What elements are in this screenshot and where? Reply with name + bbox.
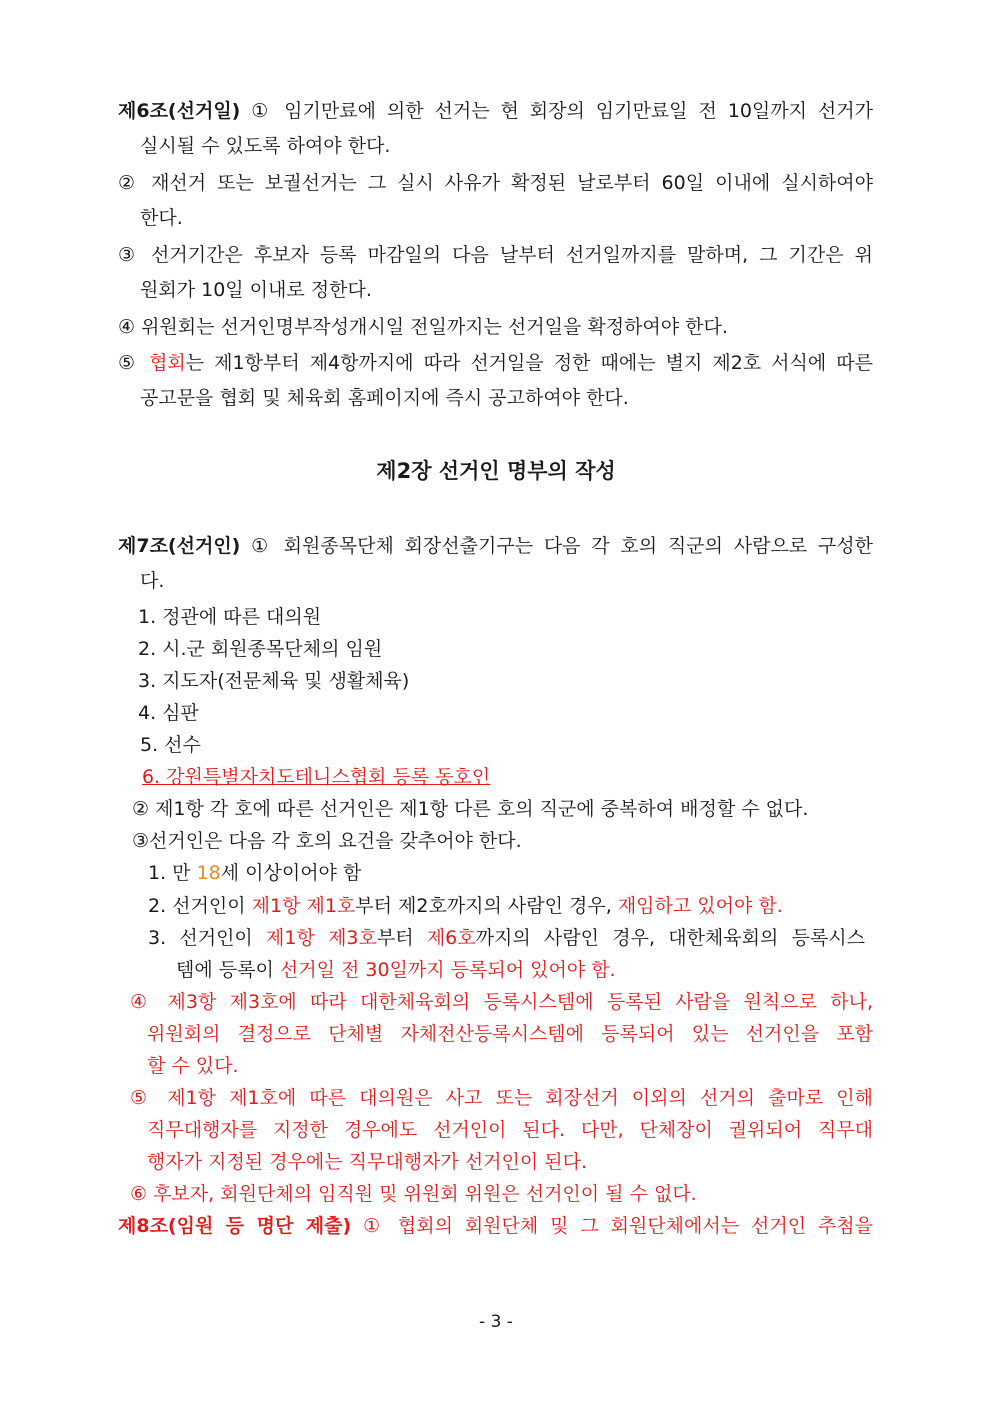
list-item: 5. 선수 <box>140 734 201 756</box>
article6-p3-l2: 원회가 10일 이내로 정한다. <box>140 279 372 301</box>
req3-mid: 부터 <box>376 927 427 949</box>
article7-p2: ② 제1항 각 호에 따른 선거인은 제1항 다른 호의 직군에 중복하여 배정할 수 없다. <box>132 798 809 820</box>
article6-p2-l2: 한다. <box>140 207 183 229</box>
req2-text: 2. 선거인이 <box>148 895 252 917</box>
article8-heading: 제8조(임원 등 명단 제출) <box>118 1215 352 1237</box>
list-item-added: 6. 강원특별자치도테니스협회 등록 동호인 <box>142 766 491 788</box>
article7-heading: 제7조(선거인) <box>118 535 241 557</box>
requirement-3-line2 <box>176 958 616 982</box>
article8-p1-l1: ① 협회의 회원단체 및 그 회원단체에서는 선거인 추첨을 <box>363 1215 874 1237</box>
article6-p1-l2: 실시될 수 있도록 하여야 한다. <box>140 135 391 157</box>
article6-p5-num: ⑤ <box>118 352 150 374</box>
article7-p4-l3: 할 수 있다. <box>147 1055 239 1077</box>
article6-p5-highlight: 협회 <box>149 352 186 374</box>
requirement-1 <box>148 861 361 885</box>
article7-p6: ⑥ 후보자, 회원단체의 임직원 및 위원회 위원은 선거인이 될 수 없다. <box>130 1183 697 1205</box>
req1-rest: 세 이상이어야 함 <box>220 862 362 884</box>
article6-p4-l1: ④ 위원회는 선거인명부작성개시일 전일까지는 선거일을 확정하여야 한다. <box>118 316 728 338</box>
article6-p1-l1: ① 임기만료에 의한 선거는 현 회장의 임기만료일 전 10일까지 선거가 <box>251 100 873 122</box>
list-item: 1. 정관에 따른 대의원 <box>138 606 322 628</box>
req3-l2-condition: 선거일 전 30일까지 등록되어 있어야 함. <box>279 959 616 981</box>
req3-rest: 까지의 사람인 경우, 대한체육회의 등록시스 <box>475 927 866 949</box>
req3-text: 3. 선거인이 <box>148 927 267 949</box>
req2-mid: 부터 제2호까지의 사람인 경우, <box>355 895 618 917</box>
article6-heading: 제6조(선거일) <box>118 100 241 122</box>
article7-p1-l1: ① 회원종목단체 회장선출기구는 다음 각 호의 직군의 사람으로 구성한 <box>251 535 873 557</box>
list-item: 2. 시.군 회원종목단체의 임원 <box>138 638 383 660</box>
article6-p5-rest: 는 제1항부터 제4항까지에 따라 선거일을 정한 때에는 별지 제2호 서식에 따른 <box>185 352 873 374</box>
article6-p3-l1: ③ 선거기간은 후보자 등록 마감일의 다음 날부터 선거일까지를 말하며, 그 기간은 위 <box>118 244 873 266</box>
requirement-2 <box>148 894 783 918</box>
req1-text: 1. 만 <box>148 862 197 884</box>
article7-p5-l3: 행자가 지정된 경우에는 직무대행자가 선거인이 된다. <box>147 1151 588 1173</box>
req2-ref: 제1항 제1호 <box>251 895 356 917</box>
article7-p3: ③선거인은 다음 각 호의 요건을 갖추어야 한다. <box>132 830 522 852</box>
article7-p4-l1: ④ 제3항 제3호에 따라 대한체육회의 등록시스템에 등록된 사람을 원칙으로 하나, <box>130 991 873 1013</box>
req1-age: 18 <box>196 862 221 884</box>
article7-p5-l2: 직무대행자를 지정한 경우에도 선거인이 된다. 다만, 단체장이 궐위되어 직무대 <box>147 1119 873 1141</box>
req3-ref-a: 제1항 제3호 <box>266 927 377 949</box>
article8-line1 <box>118 1214 873 1238</box>
req2-condition: 재임하고 있어야 함. <box>617 895 783 917</box>
chapter-title: 제2장 선거인 명부의 작성 <box>376 459 616 483</box>
article6-p5-l2: 공고문을 협회 및 체육회 홈페이지에 즉시 공고하여야 한다. <box>140 387 629 409</box>
article7-line1 <box>118 534 873 558</box>
article6-p5-l1 <box>118 351 873 375</box>
requirement-3 <box>148 926 865 950</box>
page-number: - 3 - <box>479 1312 513 1332</box>
article7-p5-l1: ⑤ 제1항 제1호에 따른 대의원은 사고 또는 회장선거 이외의 선거의 출마로 인해 <box>130 1087 873 1109</box>
req3-l2-text: 템에 등록이 <box>176 959 280 981</box>
list-item: 4. 심판 <box>138 702 199 724</box>
article6-line1 <box>118 99 873 123</box>
list-item: 3. 지도자(전문체육 및 생활체육) <box>138 670 410 692</box>
req3-ref-b: 제6호 <box>426 927 476 949</box>
article7-p4-l2: 위원회의 결정으로 단체별 자체전산등록시스템에 등록되어 있는 선거인을 포함 <box>147 1023 873 1045</box>
article6-p2-l1: ② 재선거 또는 보궐선거는 그 실시 사유가 확정된 날로부터 60일 이내에 실시하여야 <box>118 172 873 194</box>
article7-p1-l2: 다. <box>140 570 165 592</box>
